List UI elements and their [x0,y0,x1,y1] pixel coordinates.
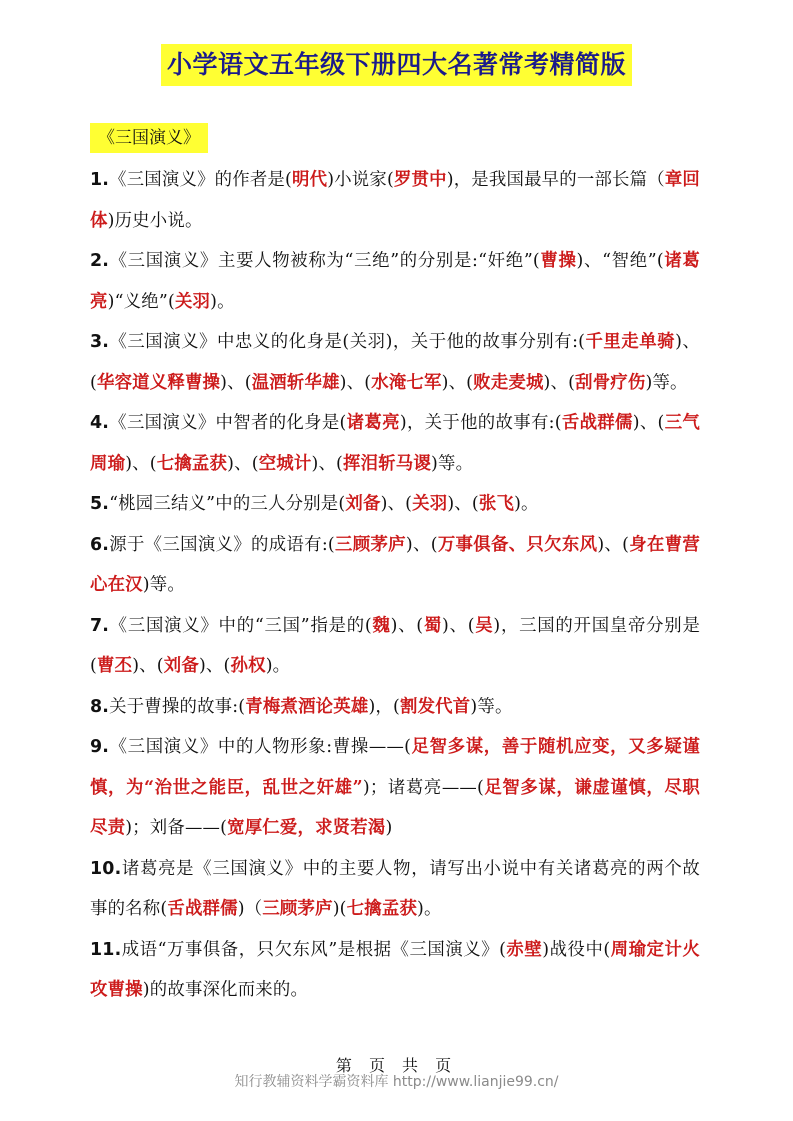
answer-text: 诸葛亮 [346,413,400,433]
answer-text: 三顾茅庐 [262,899,333,919]
question-text: 成语“万事俱备，只欠东风”是根据《三国演义》( [121,939,507,960]
question-text: )，关于他的故事有:( [399,413,562,433]
question-text: )“义绝”( [107,291,175,312]
question-text: 《三国演义》主要人物被称为“三绝”的分别是:“奸绝”( [109,251,540,271]
answer-text: 孙权 [230,656,266,676]
answer-text: 足智多谋，谦虚谨慎，尽职尽责 [90,777,700,838]
question-text: )；诸葛亮——( [362,777,484,798]
question-text: )、( [380,494,413,514]
answer-text: 舌战群儒 [167,899,238,919]
question-number: 4. [90,413,110,433]
answer-text: 七擒孟获 [156,453,228,474]
section-title: 《三国演义》 [90,123,208,153]
question-item [90,727,700,849]
answer-text: 千里走单骑 [585,332,676,352]
question-text: 《三国演义》中智者的化身是( [109,413,347,433]
question-text: 《三国演义》中忠义的化身是(关羽)，关于他的故事分别有:( [109,332,586,352]
question-number: 3. [90,332,110,352]
answer-text: 华容道义释曹操 [97,372,221,393]
answer-text: 割发代首 [400,696,471,717]
question-text: )等。 [470,696,513,717]
question-text: )等。 [431,453,474,474]
source-watermark: 知行教辅资料学霸资料库 http://www.lianjie99.cn/ [234,1074,559,1090]
answer-text: 挥泪斩马谡 [343,453,431,474]
question-number: 2. [90,251,110,271]
question-text: )战役中( [542,939,611,960]
answer-text: 关羽 [412,494,448,514]
answer-text: 刘备 [163,656,199,676]
question-item [90,525,700,606]
page-number: 第 页 共 页 [335,1056,458,1075]
question-number: 5. [90,494,110,514]
answer-text: 章回体 [90,170,700,231]
answer-text: 三顾茅庐 [334,534,406,555]
answer-text: 张飞 [478,494,515,514]
question-text: 《三国演义》的作者是( [109,170,293,190]
question-list [90,160,700,1011]
answer-text: 三气周瑜 [90,413,700,474]
answer-text: 舌战群儒 [561,413,633,433]
question-item [90,606,700,687]
question-text: )。 [210,291,235,312]
question-number: 1. [90,170,110,190]
answer-text: 曹操 [539,251,577,271]
question-text: )、( [339,372,372,393]
question-text: )、( [405,534,438,555]
question-text: )小说家( [327,170,394,190]
question-text: )、“智绝”( [576,251,664,271]
question-item [90,403,700,484]
answer-text: 万事俱备、只欠东风 [437,534,598,555]
answer-text: 青梅煮酒论英雄 [245,696,369,717]
question-text: 诸葛亮是《三国演义》中的主要人物，请写出小说中有关诸葛亮的两个故事的名称( [90,858,700,919]
answer-text: 败走麦城 [473,372,544,393]
question-number: 11. [90,939,122,960]
question-text: )、( [441,372,474,393]
question-number: 9. [90,737,110,757]
answer-text: 空城计 [258,453,312,474]
question-text: ) [385,818,393,838]
question-text: )、( [90,332,700,393]
question-item [90,160,700,241]
question-number: 6. [90,534,110,555]
question-text: )（ [237,899,263,919]
question-text: )，( [368,696,400,717]
question-text: )。 [514,494,539,514]
answer-text: 诸葛亮 [90,251,700,312]
answer-text: 魏 [371,615,391,636]
question-text: )、( [198,656,231,676]
question-text: )、( [132,656,164,676]
answer-text: 身在曹营心在汉 [90,534,701,595]
question-text: )的故事深化而来的。 [142,980,309,1000]
answer-text: 水淹七军 [371,372,442,393]
answer-text: 刘备 [345,494,381,514]
answer-text: 刮骨疗伤 [575,372,646,393]
question-item [90,322,700,403]
question-text: )、( [125,453,157,474]
answer-text: 周瑜定计火攻曹操 [90,939,700,1000]
question-text: )。 [417,899,442,919]
question-number: 10. [90,858,122,879]
answer-text: 蜀 [423,615,443,636]
answer-text: 明代 [292,170,328,190]
question-text: )。 [265,656,291,676]
question-text: )、( [543,372,576,393]
answer-text: 关羽 [174,291,211,312]
question-number: 7. [90,615,110,636]
question-text: 《三国演义》中的人物形象:曹操——( [109,737,412,757]
answer-text: 罗贯中 [393,170,447,190]
answer-text: 宽厚仁爱，求贤若渴 [227,818,386,838]
question-item [90,930,700,1011]
question-text: )、( [597,534,630,555]
page-title: 小学语文五年级下册四大名著常考精简版 [161,44,632,86]
question-text: )、( [227,453,259,474]
question-item [90,687,700,728]
question-text: )、( [447,494,479,514]
title-wrap [0,44,793,86]
question-text: )等。 [142,575,185,595]
question-text: )、( [311,453,344,474]
question-text: )( [332,899,347,919]
answer-text: 足智多谋，善于随机应变，又多疑谨慎，为“治世之能臣，乱世之奸雄” [90,737,700,798]
question-text: )、( [442,615,475,636]
question-text: 源于《三国演义》的成语有:( [109,534,335,555]
question-item [90,241,700,322]
answer-text: 吴 [474,615,494,636]
question-text: )；刘备——( [125,818,228,838]
question-text: )、( [220,372,252,393]
question-text: )，是我国最早的一部长篇（ [446,170,665,190]
question-text: )、( [632,413,665,433]
question-text: )、( [390,615,424,636]
question-item [90,849,700,930]
question-text: 关于曹操的故事:( [109,696,246,717]
question-item [90,484,700,525]
question-text: )历史小说。 [107,210,203,231]
question-number: 8. [90,696,110,717]
answer-text: 温酒斩华雄 [251,372,340,393]
answer-text: 七擒孟获 [346,899,418,919]
question-text: )，三国的开国皇帝分别是( [90,615,701,676]
question-text: 《三国演义》中的“三国”指是的( [109,615,372,636]
answer-text: 赤壁 [506,939,543,960]
answer-text: 曹丕 [97,656,133,676]
question-text: “桃园三结义”中的三人分别是( [109,494,346,514]
question-text: )等。 [645,372,688,393]
